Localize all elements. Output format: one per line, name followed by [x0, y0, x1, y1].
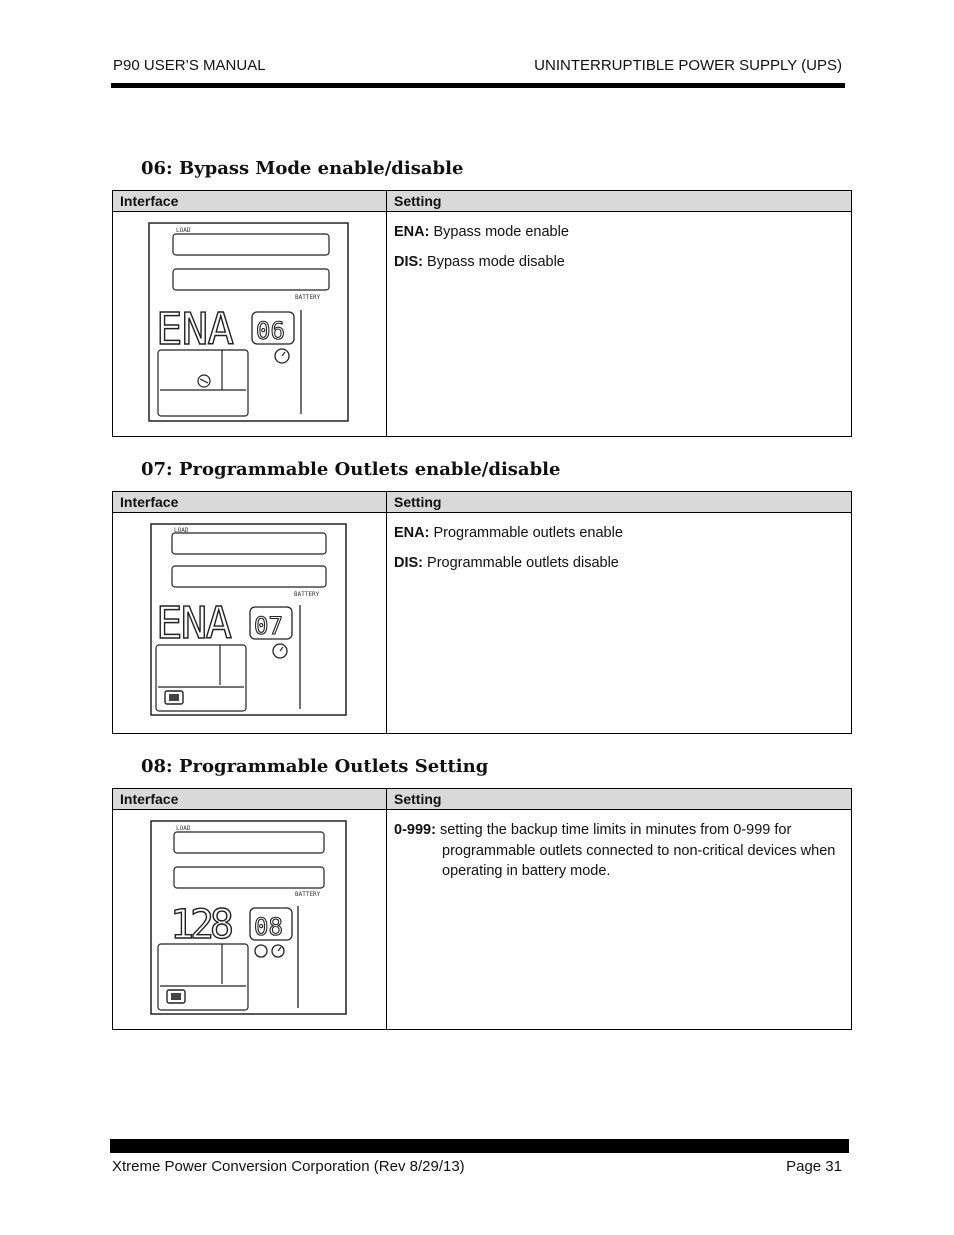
lcd-main-value: ENA	[156, 304, 234, 355]
header-rule	[111, 83, 845, 88]
lcd-code-value: 06	[256, 317, 285, 345]
setting-cell	[387, 513, 852, 734]
header-manual-title: P90 USER’S MANUAL	[113, 57, 266, 74]
setting-option-dis: DIS: Programmable outlets disable	[394, 555, 619, 571]
column-header-setting: Setting	[387, 191, 852, 212]
column-header-setting: Setting	[387, 492, 852, 513]
footer-page-number: Page 31	[786, 1158, 842, 1175]
interface-cell	[113, 212, 387, 437]
lcd-code-value: 07	[254, 612, 283, 640]
lcd-display-image	[148, 222, 350, 422]
settings-table-07	[112, 491, 852, 734]
lcd-code-value: 08	[254, 913, 283, 941]
interface-cell	[113, 513, 387, 734]
lcd-display-image	[150, 523, 348, 717]
lcd-battery-label: BATTERY	[295, 294, 321, 301]
column-header-interface: Interface	[113, 492, 387, 513]
lcd-main-value: 128	[170, 902, 234, 948]
lcd-load-label: LOAD	[176, 825, 191, 832]
footer-rule	[110, 1139, 849, 1153]
lcd-main-value: ENA	[156, 598, 232, 649]
section-title-08: 08: Programmable Outlets Setting	[141, 756, 489, 777]
column-header-setting: Setting	[387, 789, 852, 810]
header-product-title: UNINTERRUPTIBLE POWER SUPPLY (UPS)	[534, 57, 842, 74]
settings-table-06	[112, 190, 852, 437]
section-title-06: 06: Bypass Mode enable/disable	[141, 158, 464, 179]
setting-cell	[387, 212, 852, 437]
lcd-battery-label: BATTERY	[294, 591, 320, 598]
lcd-battery-label: BATTERY	[295, 891, 321, 898]
lcd-load-label: LOAD	[174, 527, 189, 534]
setting-option-range: 0-999: setting the backup time limits in minutes from 0-999 for programmable outlets connected to non-critical devices when operating in battery mode.	[394, 822, 836, 879]
interface-cell	[113, 810, 387, 1030]
setting-option-ena: ENA: Bypass mode enable	[394, 224, 569, 240]
lcd-display-image	[150, 820, 348, 1016]
settings-table-08	[112, 788, 852, 1030]
column-header-interface: Interface	[113, 789, 387, 810]
setting-option-dis: DIS: Bypass mode disable	[394, 254, 565, 270]
lcd-load-label: LOAD	[176, 227, 191, 234]
section-title-07: 07: Programmable Outlets enable/disable	[141, 459, 561, 480]
column-header-interface: Interface	[113, 191, 387, 212]
setting-cell	[387, 810, 852, 1030]
setting-option-ena: ENA: Programmable outlets enable	[394, 525, 623, 541]
footer-company: Xtreme Power Conversion Corporation (Rev 8/29/13)	[112, 1158, 465, 1175]
